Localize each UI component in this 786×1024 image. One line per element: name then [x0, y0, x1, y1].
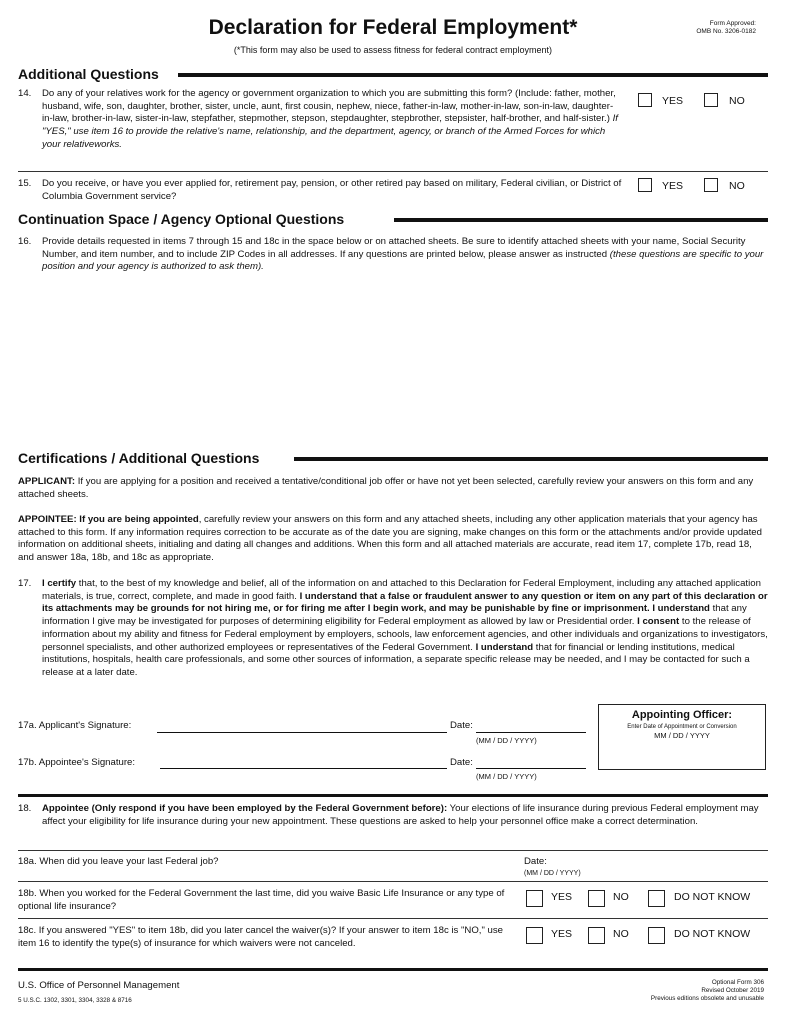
section-heading-continuation: Continuation Space / Agency Optional Questions [18, 211, 345, 227]
section-rule [178, 73, 768, 77]
cert-text: to the release of information about my ability and fitness for Federal employment by employers, schools, law enforcement agencies, and other individuals and organizations to investigators, personnel specialists, and other authorized employees or representatives of the Federal Government. [42, 616, 768, 653]
date-format: (MM / DD / YYYY) [476, 736, 537, 745]
appointing-officer-date-format: MM / DD / YYYY [654, 731, 710, 740]
date-label: Date: [450, 720, 473, 731]
q18b-no-label: NO [613, 891, 629, 903]
date-label: Date: [450, 757, 473, 768]
footer-rule [18, 968, 768, 971]
cert-bold: I certify [42, 578, 77, 589]
question-16-text: Provide details requested in items 7 through 15 and 18c in the space below or on attached sheets. Be sure to identify attached sheets with your name, Social Security Number, and item number, and to include ZIP Codes in all addresses. If any questions are printed below, please answer as instructed [42, 236, 746, 260]
q18b-dnk-label: DO NOT KNOW [674, 891, 751, 903]
appointing-officer-box[interactable] [598, 704, 766, 770]
q18b-dnk-checkbox[interactable] [648, 890, 665, 907]
q18a-date-format: (MM / DD / YYYY) [524, 870, 581, 877]
appointee-date-line[interactable] [476, 768, 586, 769]
form-approved-label: Form Approved: [709, 20, 756, 27]
applicant-instructions [18, 476, 768, 501]
question-number: 18. [18, 803, 32, 814]
form-number: Optional Form 306 [711, 979, 764, 986]
question-text [42, 236, 768, 274]
q18c-no-label: NO [613, 928, 629, 940]
question-text [42, 803, 768, 828]
section-rule [294, 457, 768, 461]
cert-text: that, to the best of my knowledge and belief, all of the information on and attached to this Declaration for Federal Employment, including any attached application materials, is true, correct, complete, and made in good faith. [42, 578, 761, 602]
q18c-dnk-checkbox[interactable] [648, 927, 665, 944]
applicant-signature-line[interactable] [157, 732, 447, 733]
form-previous-editions: Previous editions obsolete and unusable [650, 995, 764, 1002]
question-16 [18, 236, 768, 274]
section-rule [394, 218, 768, 222]
footer-statute: 5 U.S.C. 1302, 3301, 3304, 3328 & 8716 [18, 997, 132, 1004]
q18b-no-checkbox[interactable] [588, 890, 605, 907]
appointee-instructions [18, 514, 768, 565]
question-15 [18, 178, 622, 203]
appointing-officer-instruction: Enter Date of Appointment or Conversion [627, 724, 737, 730]
question-14-instruction: If "YES," use item 16 to provide the relative's name, relationship, and the department, agency, or branch of the Armed Forces for which your relativeworks. [42, 113, 618, 150]
q15-no-label: NO [729, 180, 745, 192]
q18-bold: Appointee (Only respond if you have been employed by the Federal Government before): [42, 803, 448, 814]
divider-thick [18, 794, 768, 797]
date-format: (MM / DD / YYYY) [476, 772, 537, 781]
q18b-yes-label: YES [551, 891, 573, 903]
appointing-officer-title: Appointing Officer: [631, 709, 733, 721]
question-number: 17. [18, 578, 32, 589]
question-14-text: Do any of your relatives work for the agency or government organization to which you are submitting this form? (Include: father, mother, husband, wife, son, daughter, brother, sister, uncle, aunt, first cousin, nephew, niece, father-in-law, mother-in-law, son-in-law, daughter-in-law, brother-in-law, sister-in-law, stepfather, stepmother, stepson, stepdaughter, stepbrother, stepsister, half-brother, and half-sister.) [42, 88, 616, 125]
question-18a: 18a. When did you leave your last Federal job? [18, 856, 219, 867]
q15-yes-checkbox[interactable] [638, 178, 652, 192]
q14-yes-checkbox[interactable] [638, 93, 652, 107]
q14-no-checkbox[interactable] [704, 93, 718, 107]
q18c-dnk-label: DO NOT KNOW [674, 928, 751, 940]
divider [18, 850, 768, 851]
question-18c: 18c. If you answered "YES" to item 18b, did you later cancel the waiver(s)? If your answer to item 18c is "NO," use item 16 to identify the type(s) of insurance for which waivers were not canceled. [18, 925, 503, 949]
continuation-space[interactable] [18, 282, 768, 442]
divider [18, 918, 768, 919]
omb-number: OMB No. 3206-0182 [696, 28, 756, 35]
form-subtitle: (*This form may also be used to assess fitness for federal contract employment) [233, 45, 553, 55]
q18c-yes-checkbox[interactable] [526, 927, 543, 944]
appointee-signature-line[interactable] [160, 768, 447, 769]
cert-text: that for financial or lending institutions, medical institutions, hospitals, health care professionals, and some other sources of information, a separate specific release may be needed, and I may be contacted for such a release at a later date. [42, 641, 750, 678]
q15-yes-label: YES [662, 180, 684, 192]
question-text: Do you receive, or have you ever applied for, retirement pay, pension, or other retired pay based on military, Federal civilian, or District of Columbia Government service? [42, 178, 622, 202]
section-heading-additional: Additional Questions [18, 66, 159, 82]
q18c-no-checkbox[interactable] [588, 927, 605, 944]
certification-text [42, 578, 768, 680]
question-18b: 18b. When you worked for the Federal Government the last time, did you waive Basic Life Insurance or any type of optional life insurance? [18, 888, 505, 912]
cert-bold: I understand [475, 641, 534, 653]
q18c-yes-label: YES [551, 928, 573, 940]
q15-no-checkbox[interactable] [704, 178, 718, 192]
omb-approval [696, 20, 756, 36]
question-14 [18, 88, 622, 152]
footer-form-info [651, 979, 764, 1003]
form-title: Declaration for Federal Employment* [208, 16, 578, 39]
applicant-signature-label: 17a. Applicant's Signature: [18, 720, 132, 731]
q18-text: Your elections of life insurance during previous Federal employment may affect your eligibility for life insurance during your new appointment. These questions are asked to help your personnel office make a correct determination. [42, 803, 759, 827]
cert-bold: I understand that a false or fraudulent answer to any question or item on any part of this declaration or its attachments may be grounds for not hiring me, or for firing me after I begin work, and may be punishable by fine or imprisonment. I understand [42, 590, 768, 615]
appointee-signature-label: 17b. Appointee's Signature: [18, 757, 136, 768]
question-18 [18, 803, 768, 828]
divider [18, 881, 768, 882]
cert-bold: I consent [637, 616, 680, 628]
q14-yes-label: YES [662, 95, 684, 107]
question-16-note: (these questions are specific to your position and your agency is authorized to ask them). [42, 248, 764, 273]
question-17 [18, 578, 768, 680]
question-number: 14. [18, 88, 32, 99]
q14-no-label: NO [729, 95, 745, 107]
q18b-yes-checkbox[interactable] [526, 890, 543, 907]
applicant-date-line[interactable] [476, 732, 586, 733]
question-number: 15. [18, 178, 32, 189]
question-text [42, 88, 622, 152]
divider [18, 171, 768, 172]
form-revision: Revised October 2019 [701, 987, 764, 994]
applicant-label: APPLICANT: [18, 476, 76, 487]
applicant-text: If you are applying for a position and received a tentative/conditional job offer or have not yet been selected, carefully review your answers on this form and any attached sheets. [18, 476, 754, 500]
appointee-label: APPOINTEE: If you are being appointed [18, 514, 199, 525]
question-number: 16. [18, 236, 32, 247]
footer-agency: U.S. Office of Personnel Management [18, 980, 180, 991]
section-heading-certifications: Certifications / Additional Questions [18, 450, 260, 466]
q18a-date-label: Date: [524, 856, 547, 867]
cert-text: that any information I give may be investigated for purposes of determining eligibility for Federal employment as allowed by law or Presidential order. [42, 603, 747, 628]
appointee-text: , carefully review your answers on this form and any attached sheets, including any other application materials that your agency has attached to this form. If any information requires correction to be accurate as of the date you are signing, make changes on this form or the attachments and/or provide updated information on additional sheets, initialing and dating all changes and additions. When this form and all attached materials are accurate, read item 17, complete 17b, read 18, and answer 18a, 18b, and 18c as appropriate. [18, 514, 762, 564]
